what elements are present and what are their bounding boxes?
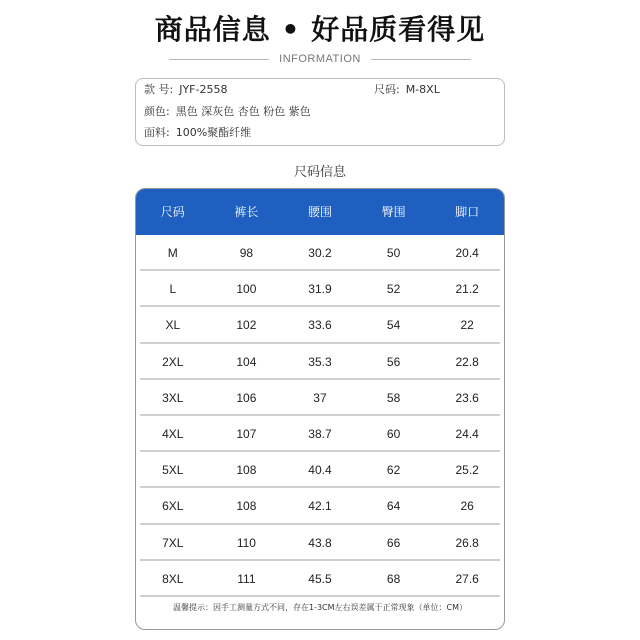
divider-right: [371, 59, 471, 60]
table-cell: 30.2: [308, 246, 332, 261]
table-cell: 25.2: [455, 463, 479, 478]
table-cell: 106: [236, 390, 257, 405]
table-cell: 60: [386, 427, 401, 442]
table-cell: 108: [236, 463, 257, 478]
table-cell: 26.8: [455, 535, 479, 550]
table-row: [136, 235, 504, 271]
table-cell: 5XL: [162, 463, 184, 478]
table-cell: 3XL: [162, 390, 184, 405]
table-cell: 108: [236, 499, 257, 514]
table-cell: 22: [460, 318, 474, 333]
table-row: [136, 307, 504, 343]
subtitle: INFORMATION: [279, 53, 361, 65]
color-value: 黑色 深灰色 杏色 粉色 紫色: [175, 105, 311, 118]
table-row: [136, 561, 504, 597]
table-cell: 21.2: [455, 282, 479, 297]
table-cell: 27.6: [455, 571, 479, 586]
fabric-value: 100%聚酯纤维: [175, 126, 252, 139]
column-header: 尺码: [160, 205, 185, 219]
table-cell: 50: [386, 246, 401, 261]
table-cell: 45.5: [308, 571, 332, 586]
table-cell: 35.3: [308, 354, 332, 369]
table-cell: 56: [386, 354, 401, 369]
table-cell: 98: [239, 246, 254, 261]
table-row: [136, 416, 504, 452]
size-range-label: 尺码:: [374, 83, 400, 96]
table-cell: 66: [386, 535, 401, 550]
table-cell: 4XL: [162, 427, 184, 442]
table-cell: 40.4: [308, 463, 332, 478]
size-range-row: [374, 82, 440, 98]
table-cell: 54: [386, 318, 401, 333]
subtitle-row: [0, 50, 640, 68]
fabric-label: 面料:: [144, 126, 170, 139]
page-title: 商品信息 • 好品质看得见: [154, 13, 486, 46]
table-cell: 111: [237, 571, 256, 586]
product-info-box: [135, 78, 505, 146]
size-range-value: M-8XL: [405, 83, 440, 96]
column-header: 腰围: [307, 205, 332, 219]
table-cell: 6XL: [162, 499, 184, 514]
table-cell: 42.1: [308, 499, 332, 514]
table-row: [136, 271, 504, 307]
table-cell: 68: [386, 571, 401, 586]
table-cell: 24.4: [455, 427, 479, 442]
table-row: [136, 488, 504, 524]
table-row: [136, 452, 504, 488]
table-cell: 26: [460, 499, 474, 514]
table-body: [136, 235, 504, 597]
column-header: 臀围: [381, 205, 406, 219]
table-cell: 22.8: [455, 354, 479, 369]
table-cell: 107: [236, 427, 257, 442]
style-number-value: JYF-2558: [179, 83, 228, 96]
table-cell: 104: [236, 354, 257, 369]
table-cell: 110: [236, 535, 256, 550]
table-cell: 64: [386, 499, 401, 514]
table-cell: 38.7: [308, 427, 332, 442]
table-cell: 33.6: [308, 318, 332, 333]
table-cell: M: [167, 246, 178, 261]
table-cell: 31.9: [308, 282, 332, 297]
table-cell: 7XL: [162, 535, 184, 550]
style-number-label: 款 号:: [144, 83, 174, 96]
fabric-row: [144, 125, 251, 141]
table-cell: 102: [236, 318, 257, 333]
size-section-title: 尺码信息: [293, 165, 346, 180]
table-cell: 23.6: [455, 390, 479, 405]
table-cell: 62: [386, 463, 401, 478]
color-row: [144, 104, 311, 120]
column-header: 裤长: [234, 205, 259, 219]
divider-left: [169, 59, 269, 60]
measurement-footnote: 温馨提示：因手工测量方式不同，存在1-3CM左右误差属于正常现象（单位：CM）: [172, 603, 468, 612]
size-table: [135, 188, 505, 630]
table-cell: XL: [165, 318, 181, 333]
table-row: [136, 525, 504, 561]
column-header: 脚口: [455, 205, 480, 219]
table-cell: 52: [386, 282, 401, 297]
table-cell: 20.4: [455, 246, 479, 261]
table-cell: 43.8: [308, 535, 332, 550]
table-row: [136, 380, 504, 416]
table-cell: L: [169, 282, 177, 297]
table-row: [136, 344, 504, 380]
table-cell: 37: [313, 390, 327, 405]
style-number-row: [144, 82, 227, 98]
table-header: [136, 189, 504, 235]
table-cell: 100: [236, 282, 257, 297]
table-cell: 2XL: [162, 354, 184, 369]
table-cell: 58: [386, 390, 401, 405]
table-cell: 8XL: [162, 571, 184, 586]
color-label: 颜色:: [144, 105, 170, 118]
